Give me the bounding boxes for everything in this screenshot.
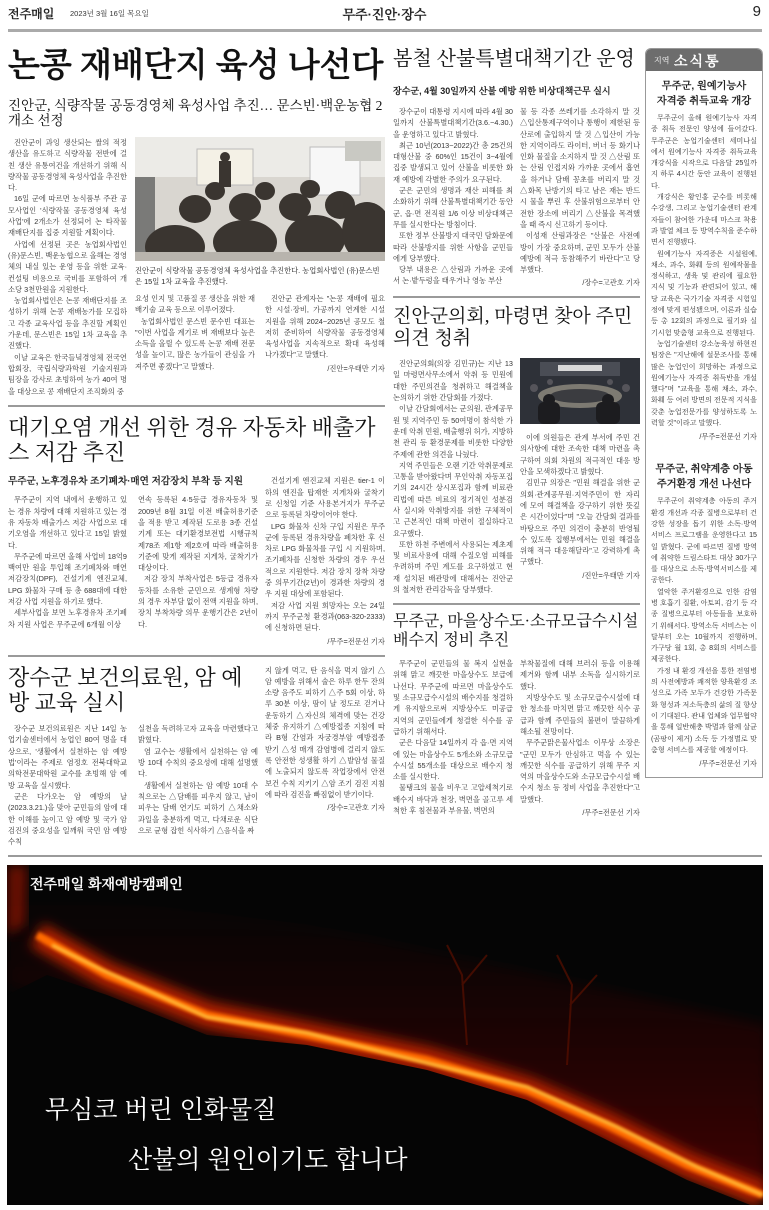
paragraph: 실천을 독려하고자 교육을 마련했다고 밝혔다. bbox=[138, 724, 258, 745]
article-column bbox=[393, 106, 513, 287]
subheadline-emission: 무주군, 노후경유차 조기폐차·매연 저감장치 부착 등 지원 bbox=[8, 476, 244, 488]
photo-education-session bbox=[135, 137, 385, 261]
sidebar-item-body bbox=[651, 496, 757, 756]
sidebar-item-body bbox=[651, 113, 757, 429]
article-emission-cols bbox=[8, 494, 258, 630]
headline-council: 진안군의회, 마령면 찾아 주민의견 청취 bbox=[393, 306, 633, 350]
article-emission-body bbox=[8, 475, 385, 646]
headline-emission: 대기오염 개선 위한 경유 자동차 배출가스 저감 추진 bbox=[8, 414, 376, 466]
article-wildfire-body bbox=[393, 106, 640, 288]
newspaper-brand: 전주매일 bbox=[8, 7, 55, 21]
paragraph: 또한 정부 산불방지 대국민 담화문에 따라 산불방지를 위한 사항을 군민들에게 당부했다. bbox=[393, 231, 513, 263]
headline-soybean: 논콩 재배단지 육성 나선다 bbox=[8, 48, 384, 84]
paragraph: 진안군 관계자는 "논콩 재배에 필요한 시설·장비, 가공까지 연계한 시설 지원을 위해 2024~2025년 공모도 철저히 준비하여 식량작물 공동경영체 육성사업을 지속적으로 확대 육성해 나가겠다"고 말했다. bbox=[265, 293, 385, 360]
article-column bbox=[8, 494, 127, 630]
paragraph: 가정 내 환경 개선을 통한 전염병의 사전예방과 쾌적한 양육환경 조성으로 가족 모두가 건강한 가족문화 형성과 저소득층의 삶의 질 향상이 기대된다. 관내 업체와 업무협약을 통해 일반해충 박멸과 함께 살균(곰팡이 제거) 소독 등 가정별로 맞춤형 서비스를 제공할 예정이다. bbox=[651, 666, 757, 754]
sidebar-item-title: 무주군, 취약계층 아동 bbox=[655, 464, 753, 476]
sidebar-header bbox=[646, 49, 762, 71]
paragraph: 이성재 산림과장은 "산불은 사전예방이 가장 중요하며, 군민 모두가 산불예방에 적극 동참해주기 바란다"고 당부했다. bbox=[520, 231, 640, 275]
ad-slogan-line2: 산불의 원인이기도 합니다 bbox=[128, 1146, 408, 1175]
paragraph: 최근 10년(2013~2022)간 총 25건의 대형산불 중 60%인 15건이 3~4월에 집중 발생되고 있어 산불을 비롯한 화재 예방에 각별한 주의가 요구된다. bbox=[393, 140, 513, 184]
divider bbox=[8, 855, 762, 857]
paragraph: 물탱크의 물을 비우고 고압세척기로 배수지 바닥과 천장, 벽면을 골고루 세척한 후 침전물과 부유물, 벽면의 bbox=[393, 783, 513, 816]
paragraph: 물 등 각종 쓰레기를 소각하지 말 것 △입산통제구역이나 통행이 제한된 등산로에 출입하지 말 것 △입산이 가능한 지역이라도 라이터, 버너 등 화기나 인화 물질을 소지하지 말 것 △산림 또는 산림 인접지와 가까운 곳에서 흡연을 하거나 담배 꽁초를 버리지 말 것 △화목 난방기의 타고 남은 재는 반드시 물을 뿌린 후 산불위험으로부터 안전한 장소에 버리기 △산불을 목격했을 때 즉시 신고하기 등이다. bbox=[520, 107, 640, 229]
sidebar-item-title: 주거환경 개선 나선다 bbox=[656, 479, 752, 491]
paragraph: 지방상수도 및 소규모급수시설에 대한 청소를 마치면 맑고 깨끗한 식수 공급과 함께 주민들의 불편이 말끔하게 해소될 전망이다. bbox=[520, 693, 640, 736]
paragraph: 개강식은 황인홍 군수를 비롯해 수강생, 그리고 농업기술센터 관계자들이 참여한 가운데 마스크 착용과 발열 체크 등 방역수칙을 준수하면서 진행됐다. bbox=[651, 193, 757, 247]
ad-campaign-title: 전주매일 화재예방캠페인 bbox=[30, 876, 183, 893]
divider bbox=[8, 655, 385, 657]
local-news-sidebar bbox=[645, 48, 763, 778]
article-column bbox=[520, 432, 640, 568]
byline: /무주=전문선 기자 bbox=[582, 808, 640, 818]
article-council-body bbox=[393, 358, 640, 595]
byline: /무주=전문선 기자 bbox=[699, 432, 757, 442]
article-column-wrap bbox=[520, 358, 640, 581]
paragraph: 군은 다가오는 암 예방의 날(2023.3.21.)을 맞아 군민들의 암에 대한 이해를 높이고 암 예방 및 국가 암검진의 중요성을 일깨워 국민 암 예방 수칙 bbox=[8, 791, 127, 847]
article-cancer-cols bbox=[8, 723, 258, 847]
page-number: 9 bbox=[752, 3, 761, 20]
paragraph: 사업에 선정된 곳은 농업회사법인 (유)문스빈, 백운농협으로 올해는 경영체의 내실 있는 운영 등을 위한 교육·컨설팅 비용으로 국비를 포함하여 개소당 3천만원을 지원한다. bbox=[8, 239, 127, 294]
paragraph: 무주군맑은물사업소 이무상 소장은 "군민 모두가 안심하고 먹을 수 있는 깨끗한 식수를 공급하기 위해 무주 지역의 마을상수도와 소규모급수시설 배수지 청소 등 정비 사업을 추진한다"고 말했다. bbox=[520, 738, 640, 804]
article-column bbox=[138, 723, 258, 836]
article-column bbox=[135, 293, 255, 372]
section-title: 무주·진안·장수 bbox=[342, 7, 427, 22]
byline: /장수=고관호 기자 bbox=[327, 803, 385, 813]
middle-region bbox=[393, 48, 640, 818]
article-cancer-left bbox=[8, 665, 258, 848]
paragraph: 저감 장치 부착사업은 5등급 경유자동차를 소유한 군민으로 생계형 차량의 경우 자부담 없이 전액 지원을 하며, 장치 부착차량 의무 운행기간은 2년이다. bbox=[138, 574, 258, 629]
paragraph: 이날 교육은 한국들녘경영체 전국연합회장, 국립식량과학원 기술지원과 팀장을 강사로 초빙하여 농가 40여 명을 대상으로 콩 재배단지 조직화의 중 bbox=[8, 352, 127, 396]
article-soybean-body bbox=[8, 137, 385, 397]
article-column-wrap bbox=[520, 106, 640, 288]
paragraph: 세부사업을 보면 노후경유차 조기폐차 지원 사업은 무주군에 6개월 이상 bbox=[8, 608, 127, 629]
sidebar-item-title: 무주군, 원예기능사 bbox=[661, 81, 747, 92]
byline: /무주=전문선 기자 bbox=[327, 636, 385, 646]
article-column-wrap bbox=[265, 293, 385, 374]
fire-prevention-ad bbox=[7, 865, 763, 1205]
headline-wildfire: 봄철 산불특별대책기간 운영 bbox=[393, 48, 635, 70]
article-column-wrap bbox=[265, 665, 385, 814]
photo-caption: 진안군이 식량작물 공동경영체 육성사업을 추진한다. 농업회사법인 (유)문스빈은 15일 1차 교육을 추진했다. bbox=[135, 265, 380, 286]
sidebar-label-small: 지역 bbox=[654, 56, 670, 65]
subheadline-wildfire: 장수군, 4월 30일까지 산불 예방 위한 비상대책근무 실시 bbox=[393, 86, 611, 96]
paragraph: 농업기술센터 강소농육성 하현진 팀장은 "지난해에 설문조사를 통해 많은 농업인이 희망하는 과정으로 원예기능사 자격증 취득반을 개설했다"며 "교육을 통해 채소, 과수, 화훼 등 여러 방면의 전문적 지식을 갖춘 농업전문가를 양성하도록 노력할 것"이라고 말했다. bbox=[651, 339, 757, 428]
headline-water: 무주군, 마을상수도·소규모급수시설 배수지 정비 추진 bbox=[393, 613, 639, 649]
photo-council-meeting bbox=[520, 358, 640, 424]
article-column bbox=[520, 106, 640, 275]
ad-wrapper bbox=[0, 865, 769, 1210]
paragraph: 무주군이 올해 원예기능사 자격증 취득 전문인 양성에 들어갔다. 무주군은 농업기술센터 세미나실에서 원예기능사 자격증 취득교육 개강식을 시작으로 다음달 25일까지 하루 4시간 동안 교육이 진행된다. bbox=[651, 114, 757, 190]
paragraph: 지 않게 먹고, 탄 음식을 먹지 않기 △암 예방을 위해서 술은 하루 한두 잔의 소량 음주도 피하기 △주 5회 이상, 하루 30분 이상, 땀이 날 정도로 걷거나 운동하기 △자신의 체격에 맞는 건강 체중 유지하기 △예방접종 지침에 따라 B형 간염과 자궁경부암 예방접종 받기 △성 매개 감염병에 걸리지 않도록 안전한 성생활 하기 △발암성 물질에 노출되지 않도록 작업장에서 안전 보건 수칙 지키기 △암 조기 검진 지침에 따라 검진을 빠짐없이 받기이다. bbox=[265, 665, 385, 799]
article-water-body bbox=[393, 658, 640, 818]
article-column bbox=[393, 358, 513, 595]
article-column-wrap bbox=[520, 658, 640, 818]
paragraph: 진안군의회(의장 김민규)는 지난 13일 마령면사무소에서 악취 등 민원에 대한 주민의견을 청취하고 해결책을 논의하기 위한 간담회를 가졌다. bbox=[393, 359, 513, 403]
byline: /장수=고관호 기자 bbox=[582, 278, 640, 288]
paragraph: 무주군에 따르면 올해 사업비 18억9백여만 원을 투입해 조기폐차와 매연저감장치(DPF), 건설기계 엔진교체, LPG 화물차 구매 등 총 688대에 대한 저감 사업 지원을 하기로 했다. bbox=[8, 551, 127, 607]
paragraph: 요성 인지 및 고품질 콩 생산을 위한 재배기술 교육 등으로 이루어졌다. bbox=[135, 293, 255, 315]
article-column bbox=[265, 665, 385, 801]
article-soybean-right bbox=[135, 137, 385, 374]
paragraph: 장수군 보건의료원은 지난 14일 농업기술센터에서 농업인 80여 명을 대상으로, '생활에서 실천하는 암 예방법'이라는 주제로 염정호 전북대학교 의학전문대학원 교수를 초빙해 암 예방 교육을 실시했다. bbox=[8, 724, 127, 790]
paragraph: 원예기능사 자격증은 시설원예, 채소, 과수, 화훼 등의 원예작물을 정식하고, 생육 및 관리에 필요한 지식 및 기능과 관련되어 있고, 해당 교육은 국가기술 자격증 시험일정에 맞게 편성됐으며, 이론과 실습 등 총 12회의 과정으로 필기와 실기시험 맞춤형 교육으로 진행된다. bbox=[651, 249, 757, 337]
article-column bbox=[520, 658, 640, 805]
paragraph: 장수군이 대통령 지시에 따라 4월 30일까지 산불특별대책기간(3.6.~4.30.)을 운영하고 있다고 밝혔다. bbox=[393, 107, 513, 139]
paragraph: 연속 등록된 4·5등급 경유자동차 및 2009년 8월 31일 이전 배출허용기준을 적용 받고 제작된 도로용 3종 건설기계 또는 대기환경보전법 시행규칙 제78조 제1항 제2호에 따라 배출허용기준에 맞게 제작된 지게차, 굴착기가 대상이다. bbox=[138, 495, 258, 573]
paragraph: 또한 하천 주변에서 사용되는 제초제 및 비료사용에 대해 수질오염 피해를 우려하며 주민 계도를 요구하였고 현재 설치된 배관망에 대해서는 진안군의 철저한 관리감독을 당부했다. bbox=[393, 539, 513, 595]
subheadline-soybean: 진안군, 식량작물 공동경영체 육성사업 추진… 문스빈·백운농협 2개소 선정 bbox=[8, 97, 383, 129]
sidebar-item-title: 자격증 취득교육 개강 bbox=[656, 96, 752, 107]
divider bbox=[8, 405, 385, 407]
paragraph: 부착물질에 대해 브러쉬 등을 이용해 제거와 함께 내부 소독을 실시하기로 했다. bbox=[520, 659, 640, 691]
article-column-wrap bbox=[265, 475, 385, 646]
paragraph: 농업회사법인은 논콩 재배단지를 조성하기 위해 논콩 재배농가를 모집하고 각종 교육사업 등을 추진할 계획인 가운데, 문스빈은 15일 1차 교육을 추진했다. bbox=[8, 296, 127, 351]
article-emission-left bbox=[8, 475, 258, 630]
article-column bbox=[265, 475, 385, 633]
paragraph: LPG 화물차 신차 구입 지원은 무주군에 등록된 경유차량을 폐차한 후 신차로 LPG 화물차를 구입 시 지원하며, 조기폐차를 신청한 차량의 경우 우선적으로 지원한다. 저감 장치 장착 차량 중 의무기간(2년)이 경과한 차량의 경우 지원 대상에 포함된다. bbox=[265, 521, 385, 599]
paragraph: 무주군이 취약계층 아동의 주거환경 개선과 각종 질병으로부터 건강한 성장을 돕기 위한 소독·방역 서비스 프로그램을 운영한다고 15일 밝혔다. 군에 따르면 질병 방역에 취약한 드림스타트 대상 30가구를 대상으로 소독·방역서비스를 제공한다. bbox=[651, 497, 757, 585]
byline: /진안=우태만 기자 bbox=[582, 570, 640, 580]
article-column bbox=[138, 494, 258, 630]
divider bbox=[393, 296, 640, 298]
paragraph: 김민규 의장은 "민원 해결을 위한 군의회·관계공무원·지역주민이 한 자리에 모여 해결책을 강구하기 위한 뜻깊은 시간이었다"며 "오늘 간담회 결과를 바탕으로 주민 의견이 충분히 반영될 수 있도록 집행부에서는 민원 해결을 위해 적극 대응해달라"고 강력하게 촉구했다. bbox=[520, 478, 640, 567]
byline: /진안=우태만 기자 bbox=[327, 363, 385, 373]
sidebar-item bbox=[646, 71, 762, 442]
sidebar-box bbox=[645, 48, 763, 778]
ad-slogan-line1: 무심코 버린 인화물질 bbox=[45, 1096, 277, 1125]
article-column bbox=[393, 658, 513, 816]
paragraph: 진안군이 과잉 생산되는 쌀의 적정 생산을 유도하고 식량작물 전반에 걸친 생산 유통여건을 개선하기 위해 식량작물 공동경영체 육성사업을 추진한다. bbox=[8, 137, 127, 193]
divider bbox=[393, 603, 640, 605]
paragraph: 군은 군민의 생명과 재산 피해를 최소화하기 위해 산불특별대책기간 동안 군, 읍·면 전직원 1/6 이상 비상대책근무를 실시한다는 방침이다. bbox=[393, 186, 513, 229]
paragraph: 건설기계 엔진교체 지원은 tier-1 이하의 엔진을 탑재한 지게차와 굴착기로 신청일 기준 사용본거지가 무주군으로 등록된 차량이어야 한다. bbox=[265, 476, 385, 520]
issue-date: 2023년 3월 16일 목요일 bbox=[70, 9, 149, 18]
article-column bbox=[8, 137, 127, 397]
paragraph: 저감 사업 지원 희망자는 오는 24일까지 무주군청 환경과(063-320-2333)에 신청하면 된다. bbox=[265, 600, 385, 633]
sidebar-item bbox=[646, 442, 762, 769]
paragraph: 당부 내용은 △산림과 가까운 곳에서 논·밭두렁을 태우거나 영농 부산 bbox=[393, 265, 513, 286]
paragraph: 군은 다음달 14일까지 각 읍·면 지역에 있는 마을상수도 5개소와 소규모급수시설 55개소를 대상으로 배수지 청소를 실시한다. bbox=[393, 738, 513, 782]
paragraph: 무주군이 지역 내에서 운행하고 있는 경유 차량에 대해 지원하고 있는 경유 자동차 배출가스 저감 사업으로 대기오염을 개선하고 있다고 15일 밝혔다. bbox=[8, 495, 127, 550]
headline-cancer: 장수군 보건의료원, 암 예방 교육 실시 bbox=[8, 664, 243, 715]
paragraph: 염 교수는 생활에서 실천하는 암 예방 10대 수칙의 중요성에 대해 설명했다. bbox=[138, 746, 258, 779]
paragraph: 생활에서 실천하는 암 예방 10대 수칙으로는 △담배를 피우지 않고, 남이 피우는 담배 연기도 피하기 △채소와 과일을 충분하게 먹고, 다채로운 식단으로 균형 잡힌 식사하기 △음식을 짜 bbox=[138, 780, 258, 835]
paragraph: 이에 의원들은 관계 부서에 주민 건의사항에 대한 조속한 대책 마련을 촉구하여 의회 차원의 적극적인 대응 방안을 모색하겠다고 밝혔다. bbox=[520, 433, 640, 477]
article-column bbox=[265, 293, 385, 361]
article-column bbox=[8, 723, 127, 847]
paragraph: 무주군이 군민들의 물 복지 실현을 위해 맑고 깨끗한 마을상수도 보급에 나선다. 무주군에 따르면 마을상수도 및 소규모급수시설의 배수지를 청결하게 유지함으로써 지방상수도 미공급 지역의 군민들에게 청결한 식수를 공급하기 위해서다. bbox=[393, 659, 513, 736]
paragraph: 열악한 주거환경으로 인한 감염병 호흡기 질환, 아토피, 감기 등 각종 질병으로부터 아동들을 보호하기 위해서다. 방역소독 서비스는 이달부터 오는 10월까지 진행하며, 가구당 월 1회, 총 8회의 서비스를 제공한다. bbox=[651, 587, 757, 664]
left-region bbox=[8, 48, 385, 847]
paragraph: 농업회사법인 문스빈 문수빈 대표는 "이번 사업을 계기로 벼 재배보다 높은 소득을 올릴 수 있도록 논콩 재배 전문성을 높이고, 많은 농가들이 관심을 가져주면 좋겠다"고 말했다. bbox=[135, 316, 255, 371]
article-cancer-body bbox=[8, 665, 385, 848]
paragraph: 지역 주민들은 오랜 기간 악취문제로 고통을 받아왔다며 무인악취 자동포집기의 24시간 상시포집과 함께 비료관리법에 따른 비료의 정기적인 성분검사 실시와 악취방지를 위한 구체적이고 근본적인 대책 마련이 절실하다고 요구했다. bbox=[393, 460, 513, 538]
paragraph: 이날 간담회에서는 군의원, 관계공무원 및 지역주민 등 50여명이 참석한 가운데 악취 민원, 배출행위 허가, 지방하천 관리 등 환경문제를 비롯한 다양한 주제에 관한 의견을 나눴다. bbox=[393, 404, 513, 459]
sidebar-label: 소식통 bbox=[674, 53, 721, 69]
article-soybean-lower bbox=[135, 293, 385, 374]
byline: /무주=전문선 기자 bbox=[699, 759, 757, 769]
paragraph: 16일 군에 따르면 농식품부 주관 공모사업인 '식량작물 공동경영체 육성사업'에 2개소가 선정되어 논 타작물 재배단지를 집중 지원할 계획이다. bbox=[8, 194, 127, 238]
